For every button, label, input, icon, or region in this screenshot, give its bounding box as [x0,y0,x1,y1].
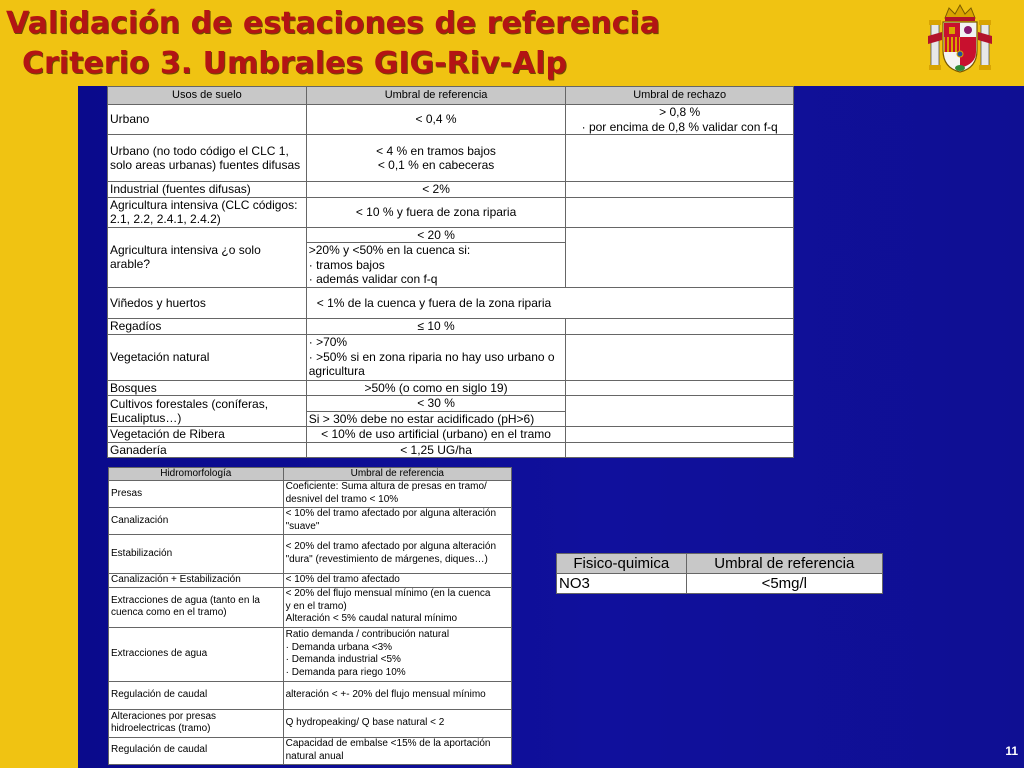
reference-line: < 20% del flujo mensual mínimo (en la cuenca [285,588,491,600]
rejection-line: · por encima de 0,8 % validar con f-q [581,119,778,134]
reference-line: Coeficiente: Suma altura de presas en tramo/ [285,481,487,493]
reference-cell: >50% (o como en siglo 19) [306,380,566,396]
reference-cell [306,243,566,288]
physicochemical-threshold-table [556,553,883,594]
title-line-2: Criterio 3. Umbrales GIG-Riv-Alp [22,46,567,81]
reference-cell: < 30 % [306,396,566,412]
parameter-cell: NO3 [557,574,687,594]
spain-coat-of-arms-icon [927,2,993,74]
land-use-threshold-table [107,86,794,458]
reference-line: · Demanda industrial <5% [285,654,401,666]
reference-line: < 4 % en tramos bajos [376,143,496,158]
reference-line: >20% y <50% en la cuenca si: [308,243,471,258]
header-hidromorfologia: Hidromorfología [109,468,284,481]
table-row [108,197,794,227]
land-use-cell: Vegetación de Ribera [108,427,307,443]
table-row [109,587,512,627]
hydromorphology-threshold-table [108,467,512,765]
rejection-cell [566,427,794,443]
hydromorphology-item-cell: Alteraciones por presas hidroelectricas (tramo) [109,709,284,737]
land-use-cell: Ganadería [108,442,307,458]
reference-line: · Demanda para riego 10% [285,666,406,678]
table-row [108,334,794,380]
table-row [109,481,512,508]
table-row [109,535,512,574]
reference-cell: < 10 % y fuera de zona riparia [306,197,566,227]
rejection-cell [566,227,794,288]
table-row [108,380,794,396]
land-use-cell: Urbano [108,105,307,135]
header-fisico-quimica: Fisico-quimica [557,554,687,574]
land-use-cell: Agricultura intensiva (CLC códigos: 2.1, 2.2, 2.4.1, 2.4.2) [108,197,307,227]
table-row [557,574,883,594]
reference-cell [306,135,566,182]
reference-line: natural anual [285,750,344,762]
land-use-cell: Vegetación natural [108,334,307,380]
land-use-cell: Bosques [108,380,307,396]
table-row [108,442,794,458]
table-row [109,681,512,709]
hydromorphology-item-cell: Regulación de caudal [109,681,284,709]
reference-line: < 1% de la cuenca y fuera de la zona riparia [316,295,552,310]
table-row [109,709,512,737]
reference-cell [283,587,511,627]
land-use-cell: Industrial (fuentes difusas) [108,182,307,198]
reference-line: · además validar con f-q [308,272,438,287]
table-row [108,427,794,443]
header-umbral-de-referencia: Umbral de referencia [686,554,882,574]
title-line-1: Validación de estaciones de referencia [6,6,660,41]
reference-line: < 20% del tramo afectado por alguna alteración [285,541,497,553]
rejection-line: > 0,8 % [659,105,701,119]
reference-line: "dura" (revestimiento de márgenes, diques…) [285,554,488,565]
table-row [108,227,794,243]
table-row [108,288,794,319]
rejection-cell [566,380,794,396]
reference-line: Ratio demanda / contribución natural [285,628,450,640]
reference-cell: < 20 % [306,227,566,243]
reference-cell [283,481,511,508]
hydromorphology-item-cell: Extracciones de agua (tanto en la cuenca como en el tramo) [109,587,284,627]
reference-line: Capacidad de embalse <15% de la aportación [285,738,491,749]
reference-line: · >50% si en zona riparia no hay uso urbano o agricultura [308,349,555,379]
reference-cell: < 0,4 % [306,105,566,135]
hydromorphology-item-cell: Estabilización [109,535,284,574]
header-umbral-de-referencia: Umbral de referencia [283,468,511,481]
reference-cell: < 10% del tramo afectado [283,574,511,588]
reference-cell: alteración < +- 20% del flujo mensual mínimo [283,681,511,709]
table-row [108,105,794,135]
table-row [109,508,512,535]
table-header-row [109,468,512,481]
reference-cell [283,508,511,535]
reference-cell: < 10% de uso artificial (urbano) en el tramo [306,427,566,443]
rejection-cell [566,182,794,198]
table-row [109,737,512,764]
table-row [108,135,794,182]
rejection-cell [566,105,794,135]
reference-line: · tramos bajos [308,257,385,272]
reference-cell [283,627,511,681]
rejection-cell [566,197,794,227]
page-number: 11 [1005,744,1018,758]
header-usos-de-suelo: Usos de suelo [108,87,307,105]
reference-line: "suave" [285,521,320,532]
reference-cell: < 2% [306,182,566,198]
reference-line: < 10% del tramo afectado por alguna alteración [285,508,497,520]
table-row [109,574,512,588]
table-row [108,319,794,335]
hydromorphology-item-cell: Canalización [109,508,284,535]
reference-cell [283,535,511,574]
reference-line: · >70% [308,335,348,350]
header-umbral-de-referencia: Umbral de referencia [306,87,566,105]
rejection-cell [566,135,794,182]
reference-line: < 0,1 % en cabeceras [377,158,495,172]
reference-line: desnivel del tramo < 10% [285,494,399,505]
reference-line: · Demanda urbana <3% [285,641,393,653]
reference-cell: Q hydropeaking/ Q base natural < 2 [283,709,511,737]
land-use-cell: Agricultura intensiva ¿o solo arable? [108,227,307,288]
reference-cell-wide [306,288,793,319]
hydromorphology-item-cell: Regulación de caudal [109,737,284,764]
reference-line: Alteración < 5% caudal natural mínimo [285,613,458,625]
reference-cell: Si > 30% debe no estar acidificado (pH>6) [306,411,566,427]
table-row [108,182,794,198]
rejection-cell [566,442,794,458]
land-use-cell: Regadíos [108,319,307,335]
reference-line: y en el tramo) [285,600,347,612]
rejection-cell [566,396,794,427]
land-use-cell: Urbano (no todo código el CLC 1, solo areas urbanas) fuentes difusas [108,135,307,182]
land-use-cell: Cultivos forestales (coníferas, Eucaliptus…) [108,396,307,427]
slide-title [6,4,906,84]
reference-cell: ≤ 10 % [306,319,566,335]
table-row [109,627,512,681]
hydromorphology-item-cell: Presas [109,481,284,508]
hydromorphology-item-cell: Extracciones de agua [109,627,284,681]
table-header-row [108,87,794,105]
header-umbral-de-rechazo: Umbral de rechazo [566,87,794,105]
rejection-cell [566,334,794,380]
reference-cell [306,334,566,380]
table-header-row [557,554,883,574]
rejection-cell [566,319,794,335]
reference-cell [283,737,511,764]
reference-cell: < 1,25 UG/ha [306,442,566,458]
reference-cell: <5mg/l [686,574,882,594]
table-row [108,396,794,412]
land-use-cell: Viñedos y huertos [108,288,307,319]
hydromorphology-item-cell: Canalización + Estabilización [109,574,284,588]
